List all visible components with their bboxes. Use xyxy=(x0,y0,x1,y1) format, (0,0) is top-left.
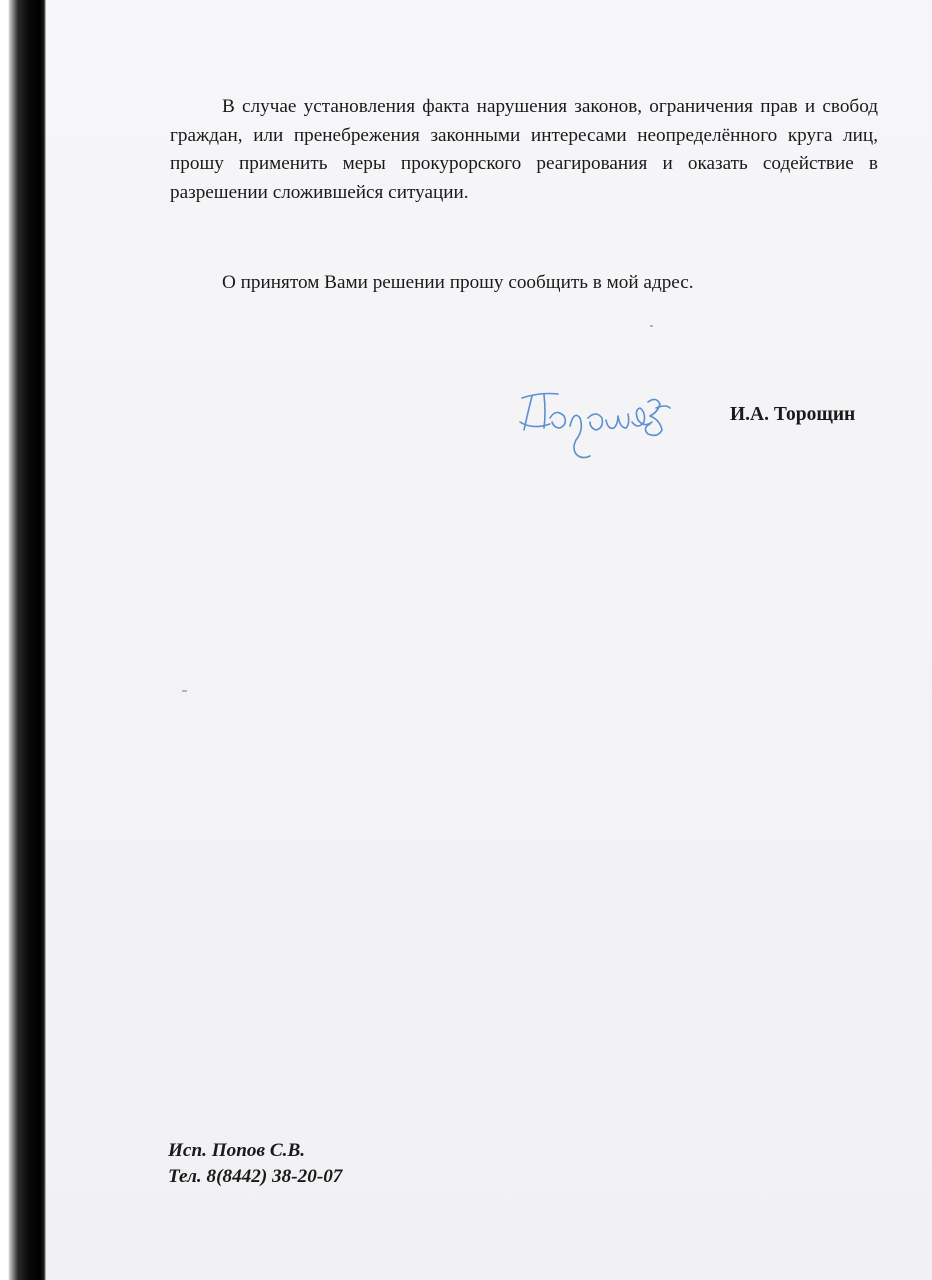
request-paragraph: В случае установления факта нарушения законов, ограничения прав и свобод граждан, или пренебрежения законными интересами неопределённого круга лиц, прошу применить меры прокурорского реагирования и оказать содействие в разрешении сложившейся ситуации. xyxy=(170,96,878,203)
executor-phone: Тел. 8(8442) 38-20-07 xyxy=(168,1166,343,1187)
scan-binding-edge xyxy=(0,0,46,1280)
executor-name: Исп. Попов С.В. xyxy=(168,1140,306,1161)
response-request-paragraph: О принятом Вами решении прошу сообщить в мой адрес. xyxy=(222,272,694,293)
signer-name: И.А. Торощин xyxy=(730,404,856,425)
executor-block xyxy=(168,1138,342,1190)
scan-speck xyxy=(650,325,653,327)
scan-speck xyxy=(182,690,187,692)
handwritten-signature xyxy=(510,378,680,466)
